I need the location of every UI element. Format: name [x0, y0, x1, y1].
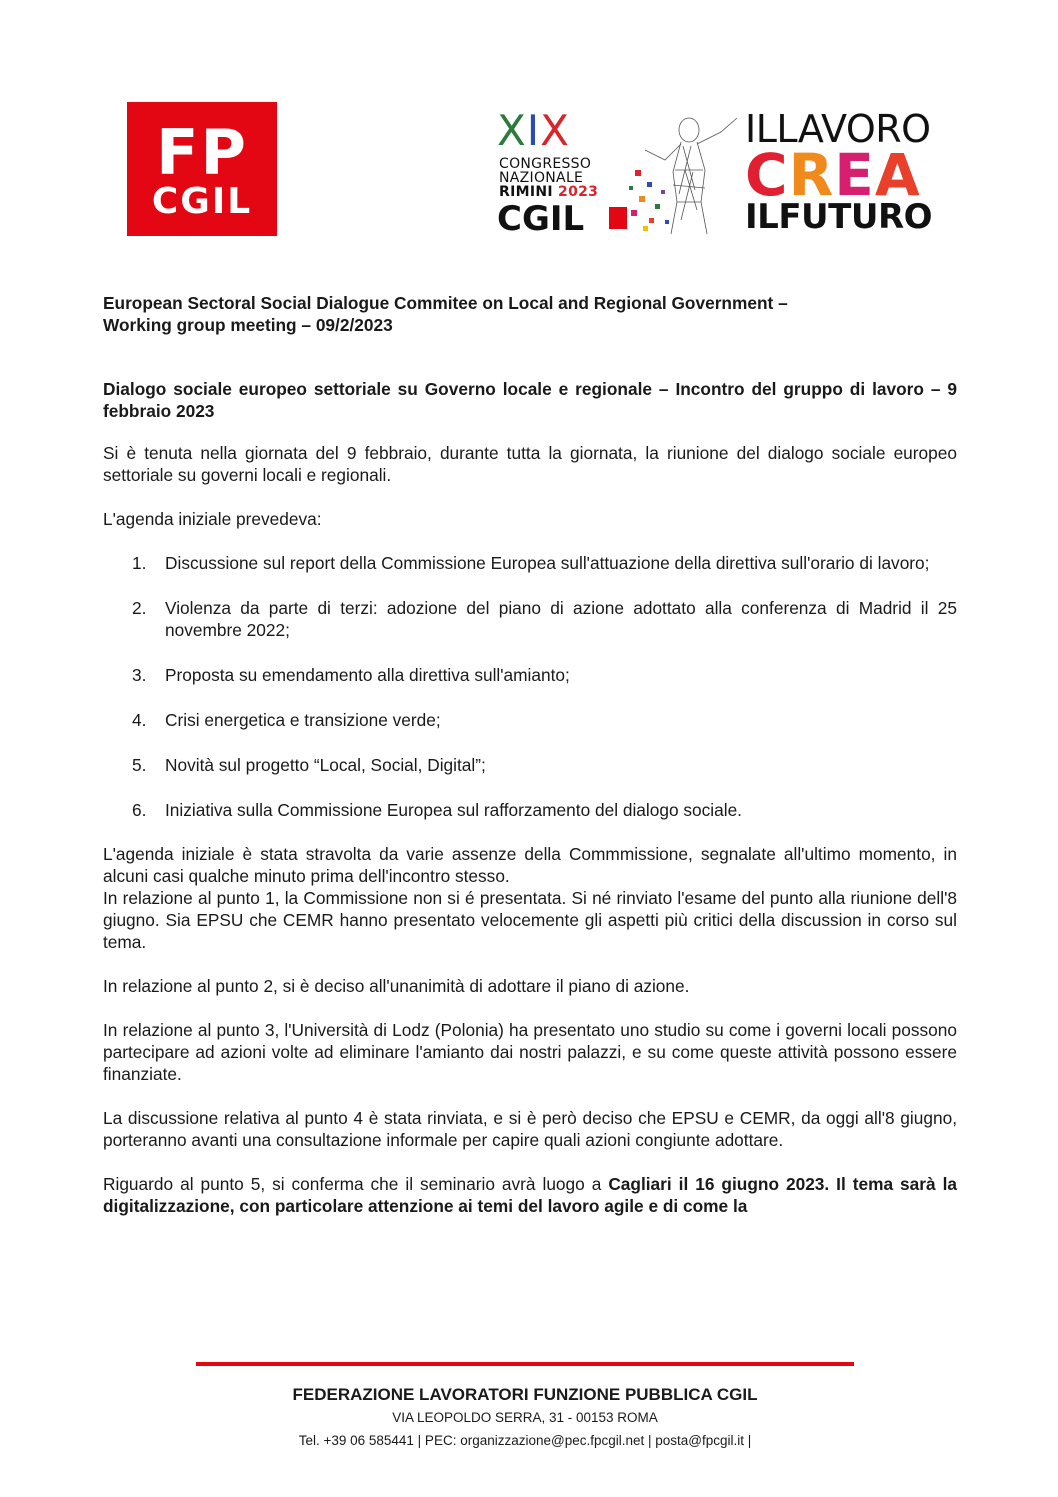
paragraph-2: In relazione al punto 1, la Commissione non si é presentata. Si né rinviato l'esame del punto alla riunione dell'8 giugno. Sia EPSU che CEMR hanno presentato velocemente gli aspetti più critici della discussion in corso sul tema.: [103, 888, 957, 952]
list-item: 5. Novità sul progetto “Local, Social, Digital”;: [132, 755, 486, 775]
congress-logo: [497, 106, 942, 239]
congress-line2: NAZIONALE: [499, 170, 584, 186]
footer-contacts: Tel. +39 06 585441 | PEC: organizzazione@pec.fpcgil.net | posta@fpcgil.it |: [298, 1433, 752, 1448]
fp-cgil-logo: [127, 102, 277, 236]
paragraph-4: In relazione al punto 3, l'Università di Lodz (Polonia) ha presentato uno studio su come i governi locali possono partecipare ad azioni volte ad eliminare l'amianto dai nostri palazzi, e su come queste attività possono essere finanziate.: [103, 1020, 957, 1084]
title-italian: Dialogo sociale europeo settoriale su Governo locale e regionale – Incontro del gruppo di lavoro – 9 febbraio 2023: [103, 379, 957, 421]
congress-il-futuro: ILFUTURO: [745, 197, 933, 237]
congress-line1: CONGRESSO: [499, 156, 592, 172]
footer-organization: FEDERAZIONE LAVORATORI FUNZIONE PUBBLICA CGIL: [292, 1385, 758, 1404]
list-item: 3. Proposta su emendamento alla direttiva sull'amianto;: [132, 665, 570, 685]
paragraph-5: La discussione relativa al punto 4 è stata rinviata, e si è però deciso che EPSU e CEMR, da oggi all'8 giugno, porteranno avanti una consultazione informale per capire quali azioni congiunte adottare.: [103, 1108, 957, 1150]
intro-paragraph: Si è tenuta nella giornata del 9 febbraio, durante tutta la giornata, la riunione del dialogo sociale europeo settoriale su governi locali e regionali.: [103, 443, 957, 485]
footer-divider: [196, 1362, 854, 1366]
list-item: 4. Crisi energetica e transizione verde;: [132, 710, 441, 730]
list-item: 1. Discussione sul report della Commissione Europea sull'attuazione della direttiva sull'orario di lavoro;: [132, 553, 930, 573]
list-item: 6. Iniziativa sulla Commissione Europea sul rafforzamento del dialogo sociale.: [132, 800, 742, 820]
congress-cgil: CGIL: [497, 199, 585, 239]
footer-address: VIA LEOPOLDO SERRA, 31 - 00153 ROMA: [392, 1410, 658, 1425]
footer: [196, 1384, 854, 1450]
agenda-intro: L'agenda iniziale prevedeva:: [103, 509, 322, 529]
congress-il-lavoro: ILLAVORO: [745, 107, 931, 151]
walking-figure-illustration: [625, 110, 745, 236]
paragraph-1: L'agenda iniziale è stata stravolta da varie assenze della Commmissione, segnalate all'ultimo momento, in alcuni casi qualche minuto prima dell'incontro stesso.: [103, 844, 957, 886]
paragraph-6: Riguardo al punto 5, si conferma che il seminario avrà luogo a Cagliari il 16 giugno 2023. Il tema sarà la digitalizzazione, con particolare attenzione ai temi del lavoro agile e di come la: [103, 1174, 957, 1216]
logo-line2: CGIL: [151, 181, 253, 222]
congress-roman-numeral: XIX: [497, 106, 570, 155]
document-body: [103, 292, 957, 1217]
congress-line3: RIMINI 2023: [499, 184, 599, 200]
logo-line1: FP: [156, 116, 248, 189]
agenda-list: [103, 552, 957, 821]
list-item: 2. Violenza da parte di terzi: adozione del piano di azione adottato alla conferenza di Madrid il 25 novembre 2022;: [132, 598, 957, 640]
congress-crea: CREA: [745, 141, 921, 209]
title-english: European Sectoral Social Dialogue Commitee on Local and Regional Government – Working group meeting – 09/2/2023: [103, 293, 788, 335]
paragraph-3: In relazione al punto 2, si è deciso all'unanimità di adottare il piano di azione.: [103, 976, 690, 996]
